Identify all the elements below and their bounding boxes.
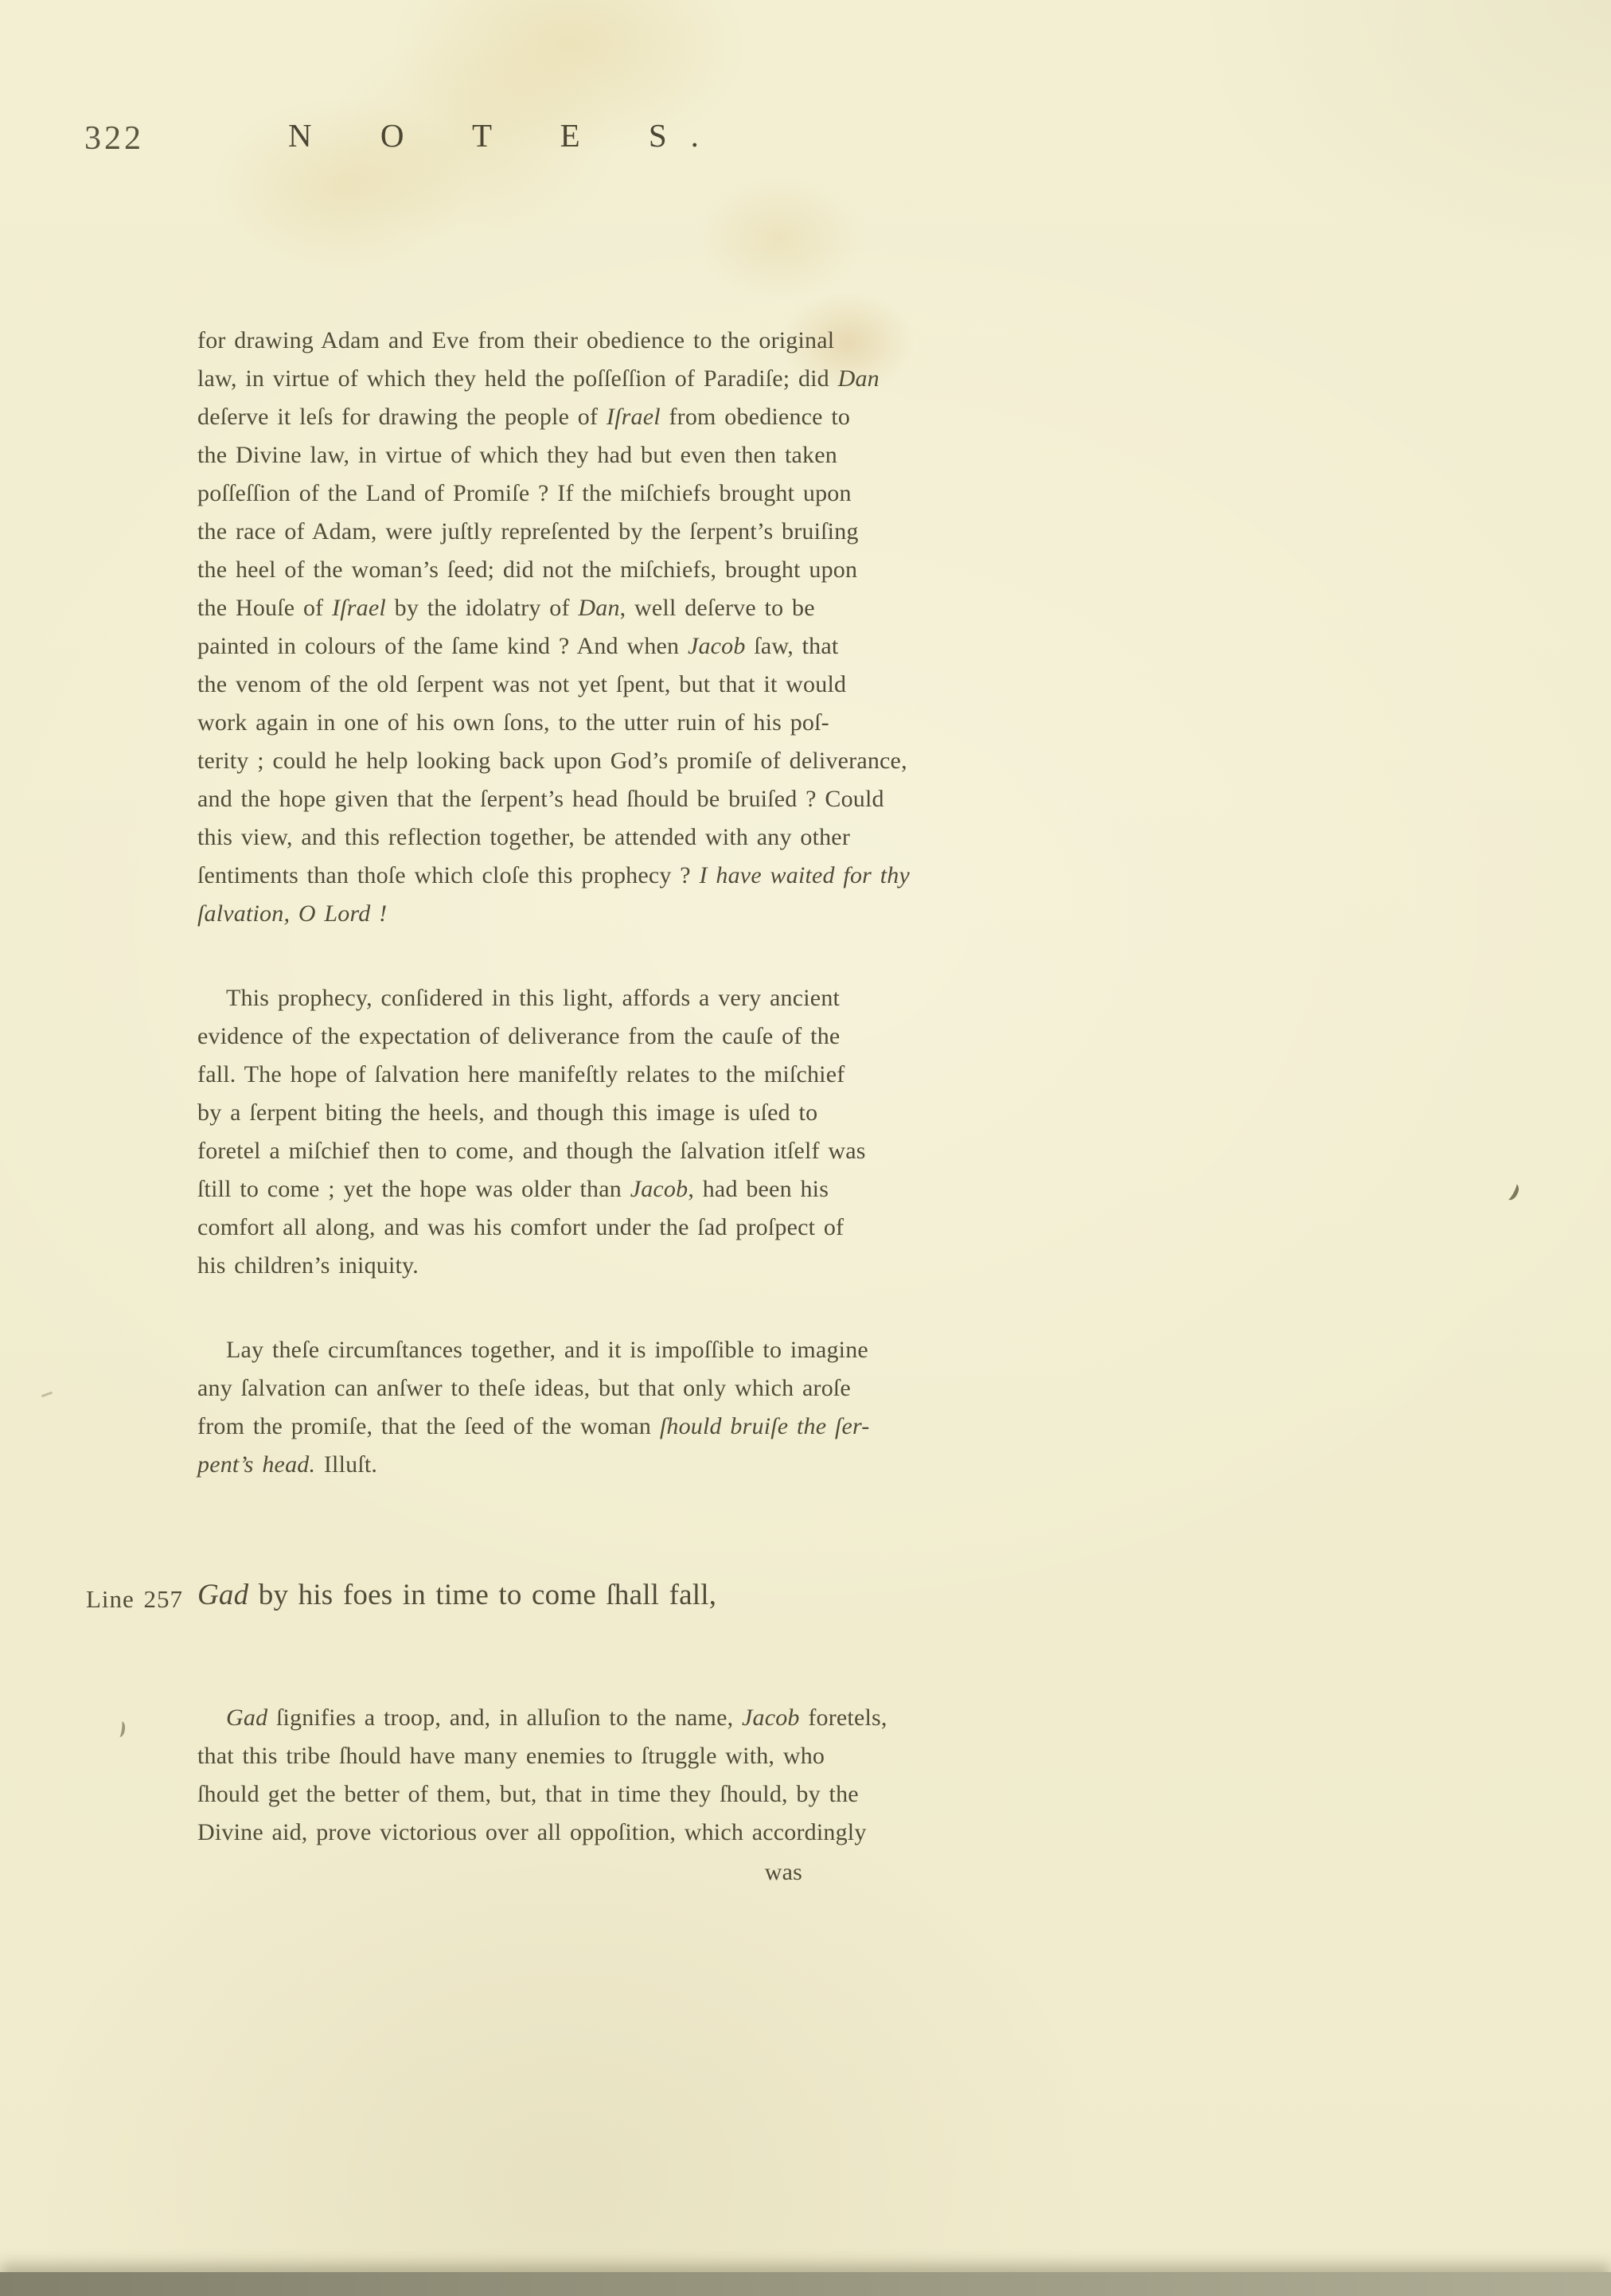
text-line: [197, 1369, 851, 1408]
text-line: [197, 474, 852, 513]
roman-text: ſignifies a troop, and, in alluſion to the name,: [267, 1704, 742, 1731]
text-line: [197, 1331, 868, 1369]
italic-text: Gad: [226, 1704, 268, 1731]
text-line: [197, 1170, 829, 1209]
roman-text: by his foes in time to come ſhall fall,: [248, 1579, 717, 1611]
line-number-label: Line 257: [86, 1585, 184, 1613]
text-block: [86, 322, 910, 1892]
text-line: [197, 1209, 845, 1247]
text-line: [197, 1408, 870, 1446]
text-line: [197, 551, 858, 589]
text-line: [197, 1814, 867, 1852]
text-line: [197, 895, 818, 933]
italic-text: Dan: [837, 365, 880, 392]
roman-text: terity ; could he help looking back upon God’s promiſe of deliverance,: [197, 748, 907, 774]
ink-mark: [1504, 1181, 1522, 1202]
text-line: [197, 436, 837, 474]
text-line: [197, 513, 859, 551]
text-line: [197, 1775, 859, 1814]
running-head: N O T E S.: [288, 117, 723, 154]
italic-text: I have waited for thy: [699, 862, 910, 888]
roman-text: his children’s iniquity.: [197, 1252, 419, 1279]
roman-text: ſtill to come ; yet the hope was older than: [197, 1176, 630, 1202]
paragraph: [197, 979, 866, 1285]
roman-text: comfort all along, and was his comfort under the ſad proſpect of: [197, 1214, 845, 1240]
roman-text: foretel a miſchief then to come, and though the ſalvation itſelf was: [197, 1138, 866, 1164]
catchword: was: [764, 1859, 802, 1885]
text-line: [197, 1247, 818, 1285]
roman-text: the heel of the woman’s ſeed; did not the miſchiefs, brought upon: [197, 556, 858, 583]
roman-text: work again in one of his own ſons, to the utter ruin of his poſ-: [197, 709, 829, 736]
roman-text: deſerve it leſs for drawing the people of: [197, 404, 607, 430]
text-line: [197, 589, 818, 627]
roman-text: the venom of the old ſerpent was not yet ſpent, but that it would: [197, 671, 847, 697]
text-line: [197, 818, 851, 857]
roman-text: , had been his: [688, 1176, 829, 1202]
ink-mark: [115, 1720, 127, 1737]
roman-text: Divine aid, prove victorious over all oppoſition, which accordingly: [197, 1819, 867, 1845]
paragraph: [197, 1699, 887, 1852]
roman-text: ſaw, that: [745, 633, 839, 659]
text-line: [197, 360, 880, 398]
text-line: [197, 1017, 841, 1056]
text-line: [197, 1094, 818, 1132]
paragraph: [197, 322, 910, 933]
roman-text: , well deſerve to be: [619, 595, 815, 621]
italic-text: Jacob: [687, 633, 746, 659]
roman-text: by a ſerpent biting the heels, and though this image is uſed to: [197, 1099, 818, 1126]
text-line: [197, 742, 907, 780]
text-line: [197, 666, 847, 704]
roman-text: from obedience to: [660, 404, 851, 430]
roman-text: evidence of the expectation of deliverance from the cauſe of the: [197, 1023, 841, 1049]
roman-text: any ſalvation can anſwer to theſe ideas, but that only which aroſe: [197, 1375, 851, 1401]
line-reference: [86, 1573, 818, 1618]
italic-text: Iſrael: [606, 404, 661, 430]
roman-text: the Houſe of: [197, 595, 333, 621]
roman-text: law, in virtue of which they held the poſſeſſion of Paradiſe; did: [197, 365, 838, 392]
roman-text: Illuſt.: [315, 1451, 378, 1478]
roman-text: ſhould get the better of them, but, that in time they ſhould, by the: [197, 1781, 859, 1807]
roman-text: fall. The hope of ſalvation here manifeſtly relates to the miſchief: [197, 1061, 845, 1087]
text-line: [197, 704, 829, 742]
italic-text: Iſrael: [332, 595, 386, 621]
roman-text: ſentiments than thoſe which cloſe this prophecy ?: [197, 862, 700, 888]
roman-text: poſſeſſion of the Land of Promiſe ? If the miſchiefs brought upon: [197, 480, 852, 506]
italic-text: Jacob: [741, 1704, 800, 1731]
text-line: [197, 1132, 866, 1170]
text-line: [197, 857, 910, 895]
roman-text: painted in colours of the ſame kind ? And when: [197, 633, 688, 659]
roman-text: from the promiſe, that the ſeed of the woman: [197, 1413, 660, 1439]
roman-text: that this tribe ſhould have many enemies to ſtruggle with, who: [197, 1743, 825, 1769]
text-line: [197, 627, 839, 666]
text-line: [197, 1056, 845, 1094]
text-line: [197, 1699, 887, 1737]
scan-bottom-edge: [0, 2272, 1611, 2296]
roman-text: This prophecy, conſidered in this light, affords a very ancient: [226, 985, 841, 1011]
text-line: [197, 398, 851, 436]
roman-text: by the idolatry of: [385, 595, 579, 621]
italic-text: Jacob: [630, 1176, 688, 1202]
italic-text: pent’s head.: [197, 1451, 316, 1478]
paragraph: [197, 1331, 870, 1484]
text-line: [197, 1737, 825, 1775]
italic-text: ſhould bruiſe the ſer-: [659, 1413, 870, 1439]
text-line: [197, 1446, 818, 1484]
roman-text: this view, and this reflection together, be attended with any other: [197, 824, 851, 850]
text-line: [197, 979, 841, 1017]
italic-text: ſalvation, O Lord !: [197, 900, 388, 927]
text-line: [197, 780, 884, 818]
italic-text: Dan: [578, 595, 620, 621]
roman-text: the race of Adam, were juſtly repreſented by the ſerpent’s bruiſing: [197, 518, 859, 545]
roman-text: Lay theſe circumſtances together, and it is impoſſible to imagine: [226, 1337, 868, 1363]
roman-text: the Divine law, in virtue of which they had but even then taken: [197, 442, 837, 468]
ink-mark: [41, 1392, 53, 1398]
roman-text: for drawing Adam and Eve from their obedience to the original: [197, 327, 835, 353]
text-line: [197, 322, 835, 360]
roman-text: foretels,: [799, 1704, 887, 1731]
italic-text: Gad: [197, 1579, 249, 1611]
quoted-verse: [197, 1579, 716, 1611]
page-number: 322: [84, 120, 144, 157]
roman-text: and the hope given that the ſerpent’s head ſhould be bruiſed ? Could: [197, 786, 884, 812]
